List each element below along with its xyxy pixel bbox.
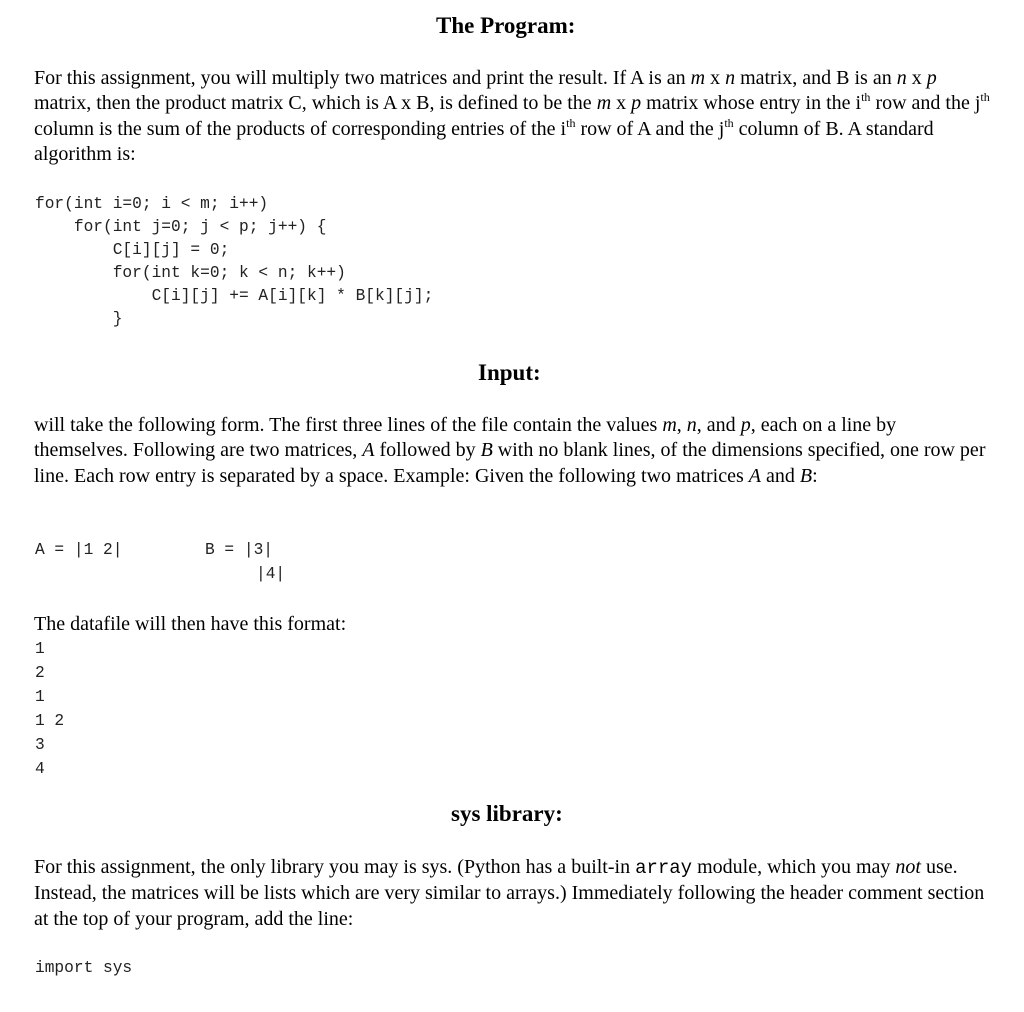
datafile-label: The datafile will then have this format: xyxy=(34,613,347,635)
datafile-line: 3 xyxy=(35,736,45,754)
datafile-line: 1 xyxy=(35,688,45,706)
datafile-line: 1 xyxy=(35,640,45,658)
code-line: } xyxy=(35,310,123,328)
code-line: for(int i=0; i < m; i++) xyxy=(35,195,269,213)
datafile-line: 4 xyxy=(35,760,45,778)
heading-input: Input: xyxy=(478,360,541,385)
datafile-example xyxy=(35,637,64,781)
matrix-b-row-2: |4| xyxy=(256,565,286,583)
code-line: for(int k=0; k < n; k++) xyxy=(35,264,346,282)
datafile-line: 2 xyxy=(35,664,45,682)
matrix-b-row-1: B = |3| xyxy=(205,541,273,559)
algorithm-code-block xyxy=(35,193,433,331)
datafile-line: 1 2 xyxy=(35,712,65,730)
code-line: for(int j=0; j < p; j++) { xyxy=(35,218,327,236)
code-line: C[i][j] += A[i][k] * B[k][j]; xyxy=(35,287,434,305)
code-line: C[i][j] = 0; xyxy=(35,241,230,259)
heading-the-program: The Program: xyxy=(436,13,576,38)
sys-description: For this assignment, the only library you may is sys. (Python has a built-in array module, which you may not use. Instead, the matrices will be lists which are very similar to arrays.) Immediately following the header comment section at the top of your program, add the line: xyxy=(34,856,985,930)
matrix-a: A = |1 2| xyxy=(35,541,123,559)
input-description: will take the following form. The first three lines of the file contain the values m, n, and p, each on a line by themselves. Following are two matrices, A followed by B with no blank lines, of the dimensions specified, one row per line. Each row entry is separated by a space. Example: Given the following two matrices A and B: xyxy=(34,414,986,487)
import-sys-code: import sys xyxy=(35,959,133,977)
heading-sys-library: sys library: xyxy=(451,801,563,826)
program-description: For this assignment, you will multiply two matrices and print the result. If A is an m x n matrix, and B is an n x p matrix, then the product matrix C, which is A x B, is defined to be the m x p matrix whose entry in the $i^{th}$ row and the $j^{th}$ column is the sum of the products of corresponding entries of the $i^{th}$ row of A and the $j^{th}$ column of B. A standard algorithm is: xyxy=(34,67,990,165)
